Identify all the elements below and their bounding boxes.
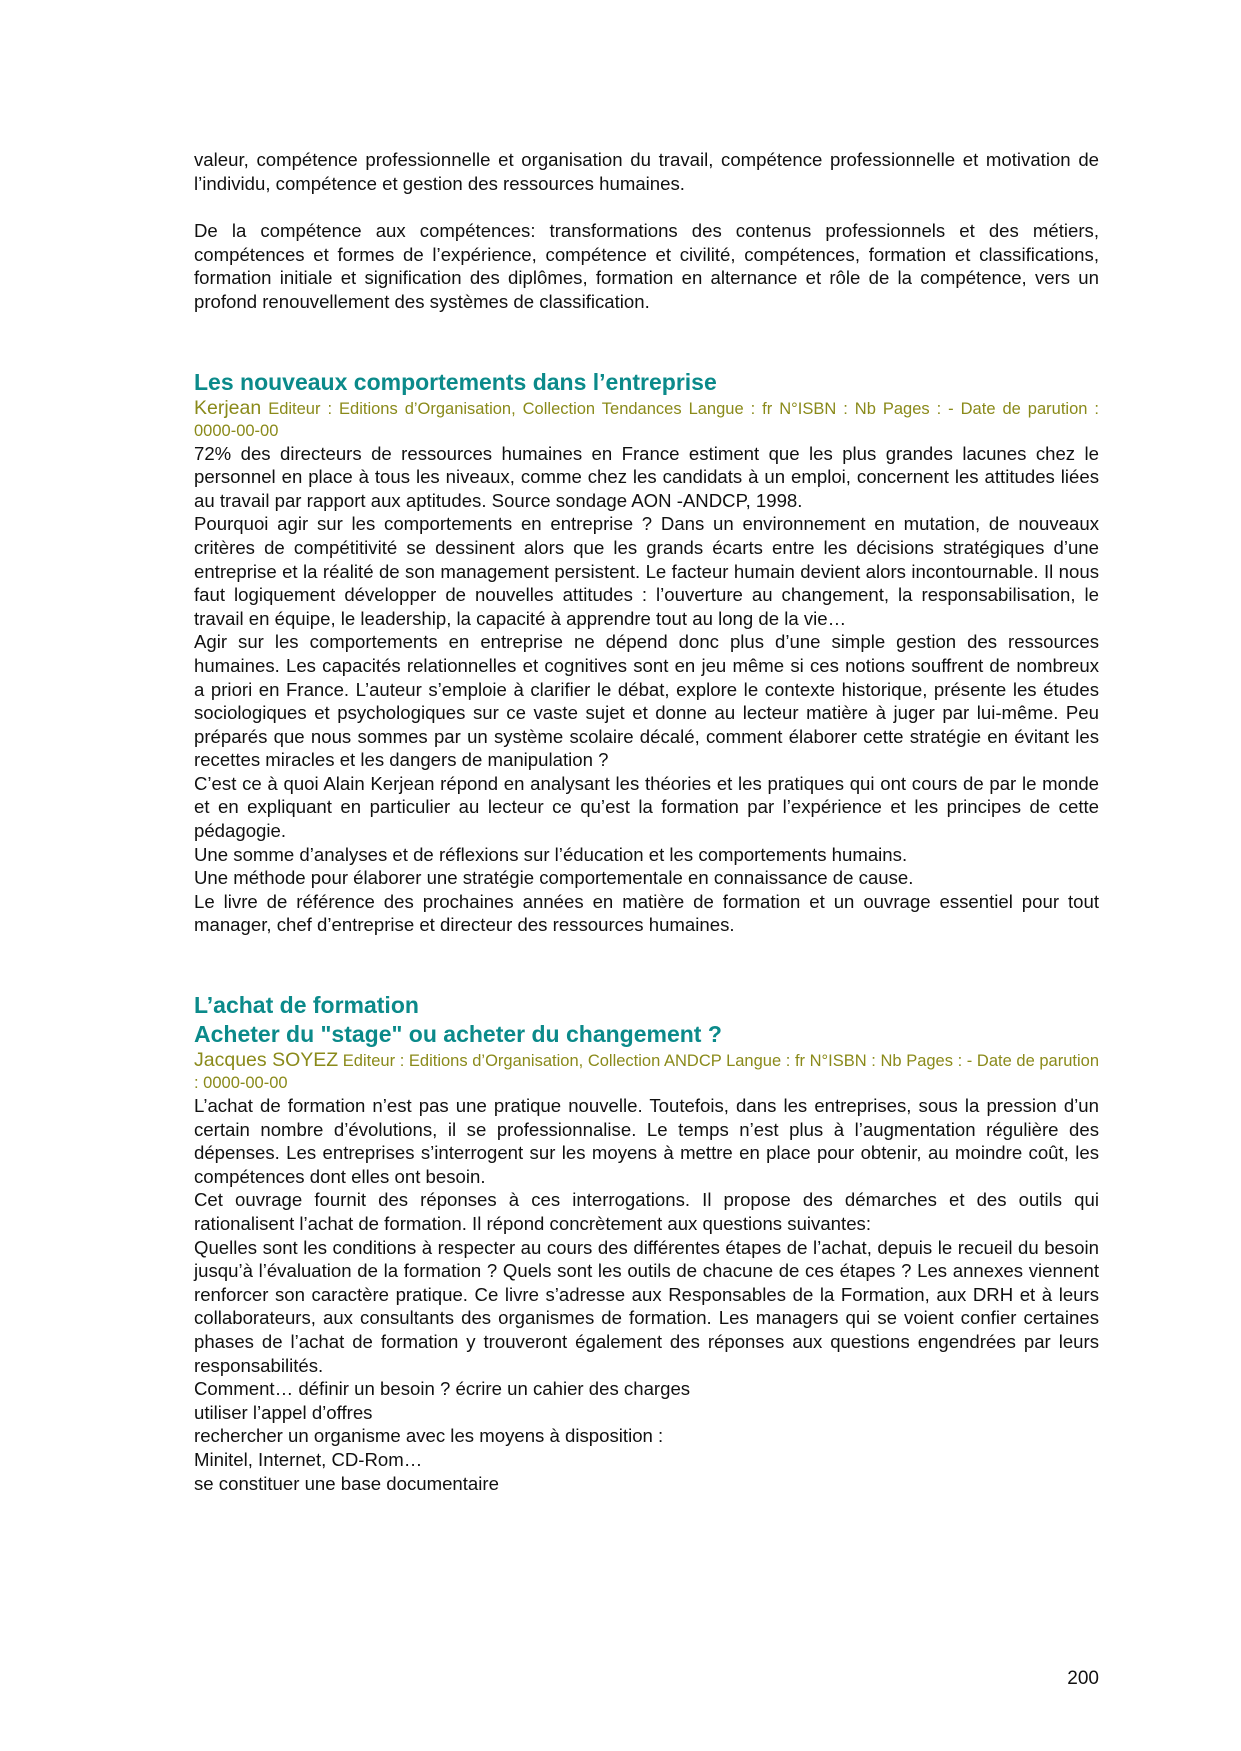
intro-paragraph-1: valeur, compétence professionnelle et organisation du travail, compétence professionnelle et motivation de l’individu, compétence et gestion des ressources humaines. <box>194 149 1099 194</box>
book-publication-info: Editeur : Editions d’Organisation, Collection ANDCP Langue : fr N°ISBN : Nb Pages : - Date de parution : 0000-00-00 <box>194 1052 1099 1093</box>
intro-paragraph-2: De la compétence aux compétences: transformations des contenus professionnels et des métiers, compétences et formes de l’expérience, compétence et civilité, compétences, formation et classifications, formation initiale et signification des diplômes, formation en alternance et rôle de la compétence, vers un profond renouvellement des systèmes de classification. <box>194 220 1099 312</box>
book-description-paragraph: Le livre de référence des prochaines années en matière de formation et un ouvrage essentiel pour tout manager, chef d’entreprise et directeur des ressources humaines. <box>194 890 1099 936</box>
book-description-paragraph: Une somme d’analyses et de réflexions sur l’éducation et les comportements humains. <box>194 843 908 865</box>
book-author: Kerjean <box>194 396 262 419</box>
book-description-paragraph: Quelles sont les conditions à respecter au cours des différentes étapes de l’achat, depuis le recueil du besoin jusqu’à l’évaluation de la formation ? Quels sont les outils de chacune de ces étapes ? Les annexes viennent renforcer son caractère pratique. Ce livre s’adresse aux Responsables de la Formation, aux DRH et à leurs collaborateurs, aux consultants des organismes de formation. Les managers qui se voient confier certaines phases de l’achat de formation y trouveront également des réponses aux questions engendrées par leurs responsabilités. <box>194 1236 1099 1376</box>
book-publication-info: Editeur : Editions d’Organisation, Collection Tendances Langue : fr N°ISBN : Nb Pages : - Date de parution : 0000-00-00 <box>194 399 1099 440</box>
book-list-line: rechercher un organisme avec les moyens à disposition : <box>194 1425 664 1447</box>
book-description-paragraph: Une méthode pour élaborer une stratégie comportementale en connaissance de cause. <box>194 867 914 889</box>
book-title: L’achat de formation <box>194 992 419 1019</box>
book-description-paragraph: L’achat de formation n’est pas une pratique nouvelle. Toutefois, dans les entreprises, sous la pression d’un certain nombre d’évolutions, il se professionnalise. Le temps n’est plus à l’augmentation régulière des dépenses. Les entreprises s’interrogent sur les moyens à mettre en place pour obtenir, au moindre coût, les compétences dont elles ont besoin. <box>194 1095 1099 1187</box>
book-description-paragraph: C’est ce à quoi Alain Kerjean répond en analysant les théories et les pratiques qui ont cours de par le monde et en expliquant en particulier au lecteur ce qu’est la formation par l’expérience et les principes de cette pédagogie. <box>194 772 1099 842</box>
book-list-line: utiliser l’appel d’offres <box>194 1401 373 1423</box>
book-description-paragraph: 72% des directeurs de ressources humaines en France estiment que les plus grandes lacunes chez le personnel en place à tous les niveaux, comme chez les candidats à un emploi, concernent les attitudes liées au travail par rapport aux aptitudes. Source sondage AON -ANDCP, 1998. <box>194 442 1099 511</box>
page-content <box>194 148 1099 1495</box>
book-description-paragraph: Agir sur les comportements en entreprise ne dépend donc plus d’une simple gestion des ressources humaines. Les capacités relationnelles et cognitives sont en jeu même si ces notions souffrent de nombreux a priori en France. L’auteur s’emploie à clarifier le débat, explore le contexte historique, présente les études sociologiques et psychologiques sur ce vaste sujet et donne au lecteur matière à juger par lui-même. Peu préparés que nous sommes par un système scolaire décalé, comment élaborer cette stratégie en évitant les recettes miracles et les dangers de manipulation ? <box>194 631 1099 771</box>
book-entry-1 <box>194 368 1099 937</box>
book-list-line: Minitel, Internet, CD-Rom… <box>194 1448 423 1470</box>
book-list-line: se constituer une base documentaire <box>194 1472 499 1494</box>
book-entry-2 <box>194 991 1099 1495</box>
page-number: 200 <box>1067 1668 1099 1689</box>
book-description-paragraph: Cet ouvrage fournit des réponses à ces interrogations. Il propose des démarches et des outils qui rationalisent l’achat de formation. Il répond concrètement aux questions suivantes: <box>194 1189 1099 1234</box>
book-meta <box>194 1049 1099 1094</box>
book-list-line: Comment… définir un besoin ? écrire un cahier des charges <box>194 1378 691 1400</box>
book-author: Jacques SOYEZ <box>194 1049 339 1072</box>
book-title: Les nouveaux comportements dans l’entreprise <box>194 368 717 395</box>
book-description-paragraph: Pourquoi agir sur les comportements en entreprise ? Dans un environnement en mutation, de nouveaux critères de compétitivité se dessinent alors que les grands écarts entre les décisions stratégiques d’une entreprise et la réalité de son management persistent. Le facteur humain devient alors incontournable. Il nous faut logiquement développer de nouvelles attitudes : l’ouverture au changement, la responsabilisation, le travail en équipe, le leadership, la capacité à apprendre tout au long de la vie… <box>194 513 1099 629</box>
book-meta <box>194 397 1099 442</box>
book-subtitle: Acheter du "stage" ou acheter du changement ? <box>194 1021 722 1048</box>
